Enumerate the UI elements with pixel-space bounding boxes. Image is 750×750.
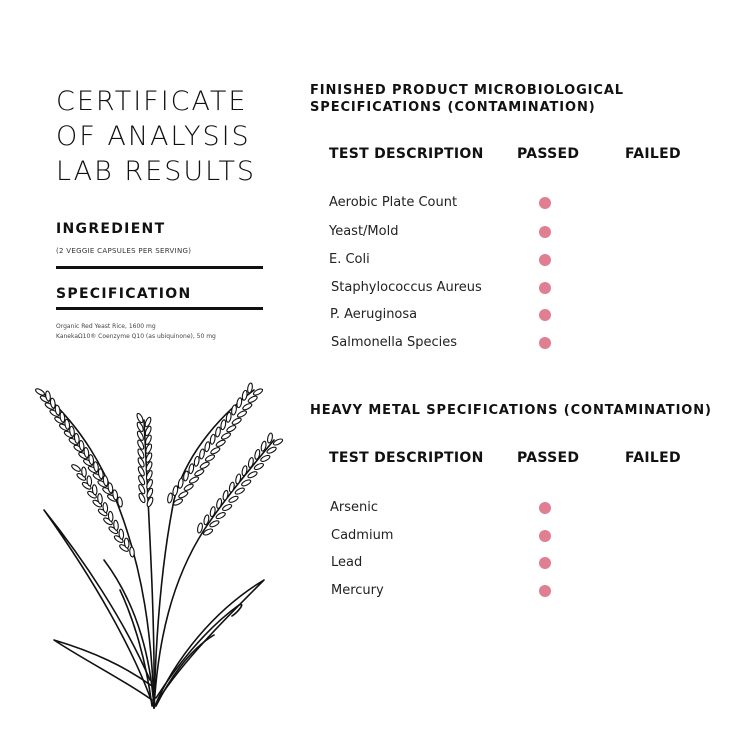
rice-grain bbox=[189, 476, 200, 485]
rice-grain bbox=[216, 498, 223, 509]
rice-grain bbox=[167, 493, 173, 504]
rice-grain bbox=[231, 405, 237, 416]
rice-grain bbox=[194, 456, 200, 467]
rice-grain bbox=[108, 511, 113, 521]
microbiological-section-title bbox=[310, 82, 624, 116]
heavy-metal-section-title bbox=[310, 402, 712, 419]
rice-grain bbox=[35, 388, 46, 397]
rice-grain bbox=[215, 439, 226, 448]
column-header-test-description: TEST DESCRIPTION bbox=[329, 450, 484, 466]
table-row bbox=[0, 333, 750, 353]
specification-line: Organic Red Yeast Rice, 1600 mg bbox=[56, 323, 156, 330]
test-name: Staphylococcus Aureus bbox=[331, 280, 482, 295]
section-title-line: FINISHED PRODUCT MICROBIOLOGICAL bbox=[310, 83, 624, 98]
rice-grain bbox=[178, 478, 184, 489]
column-header-failed: FAILED bbox=[625, 450, 681, 466]
rice-grain bbox=[194, 468, 205, 477]
rice-grain bbox=[204, 441, 210, 452]
rice-grain bbox=[242, 390, 248, 401]
rice-grain bbox=[136, 413, 144, 424]
rice-grain bbox=[236, 397, 242, 408]
table-row bbox=[0, 305, 750, 325]
test-name: Yeast/Mold bbox=[329, 224, 399, 239]
rice-grain bbox=[129, 547, 134, 557]
rice-grain bbox=[229, 482, 236, 493]
specification-heading: SPECIFICATION bbox=[56, 286, 192, 302]
title-line: LAB RESULTS bbox=[56, 156, 257, 187]
table-row bbox=[0, 222, 750, 242]
passed-indicator bbox=[539, 530, 551, 542]
rice-grain bbox=[210, 446, 221, 455]
rice-grain bbox=[144, 425, 152, 436]
rice-grain bbox=[210, 434, 216, 445]
rice-grain bbox=[242, 402, 253, 411]
title-line: OF ANALYSIS bbox=[56, 121, 251, 152]
test-name: Lead bbox=[331, 555, 363, 570]
rice-grain bbox=[144, 417, 152, 428]
passed-indicator bbox=[539, 309, 551, 321]
test-name: P. Aeruginosa bbox=[330, 307, 418, 322]
ingredient-note: (2 VEGGIE CAPSULES PER SERVING) bbox=[56, 247, 192, 255]
passed-indicator bbox=[539, 254, 551, 266]
test-name: Cadmium bbox=[331, 528, 394, 543]
rice-grain bbox=[97, 493, 102, 503]
rice-grain bbox=[119, 529, 124, 539]
passed-indicator bbox=[539, 337, 551, 349]
passed-indicator bbox=[539, 557, 551, 569]
section-title-line: SPECIFICATIONS (CONTAMINATION) bbox=[310, 100, 596, 115]
rice-grain bbox=[247, 395, 258, 404]
test-name: Arsenic bbox=[330, 500, 379, 515]
certificate-title bbox=[56, 84, 286, 189]
test-name: Aerobic Plate Count bbox=[329, 195, 458, 210]
rice-grain bbox=[221, 432, 232, 441]
rice-grain bbox=[172, 485, 178, 496]
passed-indicator bbox=[539, 585, 551, 597]
rice-grain bbox=[136, 421, 144, 432]
rice-grain bbox=[199, 449, 205, 460]
rice-grain bbox=[222, 503, 233, 511]
passed-indicator bbox=[539, 502, 551, 514]
table-row bbox=[0, 193, 750, 213]
rice-grain bbox=[178, 490, 189, 499]
rice-grain bbox=[124, 538, 129, 548]
rice-grain bbox=[138, 484, 146, 495]
column-header-test-description: TEST DESCRIPTION bbox=[329, 146, 484, 162]
rice-grain bbox=[87, 476, 92, 486]
rice-grain bbox=[253, 388, 264, 397]
rice-grain bbox=[183, 483, 194, 492]
ingredient-heading: INGREDIENT bbox=[56, 221, 166, 237]
test-name: Mercury bbox=[331, 583, 384, 598]
rice-grain bbox=[137, 439, 145, 450]
rice-grain bbox=[234, 487, 245, 495]
rice-grain bbox=[81, 467, 86, 477]
test-name: E. Coli bbox=[329, 252, 370, 267]
column-header-failed: FAILED bbox=[625, 146, 681, 162]
rice-grain bbox=[188, 463, 194, 474]
rice-grain bbox=[235, 474, 242, 485]
column-header-passed: PASSED bbox=[517, 450, 580, 466]
rice-grain bbox=[228, 495, 239, 503]
passed-indicator bbox=[539, 282, 551, 294]
rice-grain bbox=[226, 424, 237, 433]
rice-grain bbox=[199, 461, 210, 470]
title-line: CERTIFICATE bbox=[56, 86, 248, 117]
passed-indicator bbox=[539, 226, 551, 238]
rice-grain bbox=[137, 466, 145, 477]
rice-grain bbox=[237, 410, 248, 419]
rice-grain bbox=[137, 475, 145, 486]
rice-grain bbox=[103, 502, 108, 512]
test-name: Salmonella Species bbox=[331, 335, 458, 350]
column-header-passed: PASSED bbox=[517, 146, 580, 162]
rice-plant-illustration bbox=[24, 380, 284, 720]
rice-grain bbox=[215, 427, 221, 438]
rice-grain bbox=[138, 493, 146, 504]
rice-grain bbox=[136, 430, 144, 441]
rice-grain bbox=[71, 463, 82, 472]
rice-grain bbox=[273, 438, 284, 446]
rice-grain bbox=[113, 520, 118, 530]
table-row bbox=[0, 278, 750, 298]
rice-grain bbox=[92, 485, 97, 495]
rice-grain bbox=[220, 419, 226, 430]
table-row bbox=[0, 250, 750, 270]
rice-grain bbox=[137, 457, 145, 468]
passed-indicator bbox=[539, 197, 551, 209]
rice-grain bbox=[222, 490, 229, 501]
rice-grain bbox=[205, 454, 216, 463]
specification-line: KanekaΩ10® Coenzyme Q10 (as ubiquinone), 50 mg bbox=[56, 333, 216, 340]
rice-grain bbox=[231, 417, 242, 426]
rice-grain bbox=[137, 448, 145, 459]
section-title-line: HEAVY METAL SPECIFICATIONS (CONTAMINATION) bbox=[310, 403, 712, 418]
